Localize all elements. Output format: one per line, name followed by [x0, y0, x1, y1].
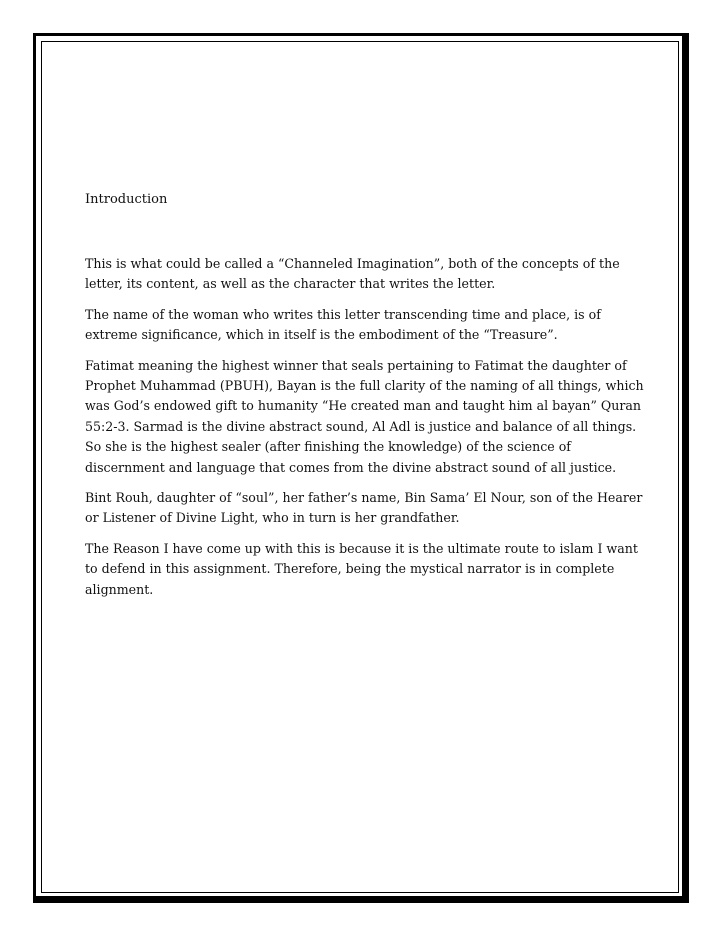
paragraph-reason: The Reason I have come up with this is because it is the ultimate route to islam I want to defend in this assignment. Therefore, being the mystical narrator is in complete alignment. — [85, 540, 638, 597]
section-heading: Introduction — [85, 192, 168, 207]
paragraph-fatimat-meaning: Fatimat meaning the highest winner that seals pertaining to Fatimat the daughter of Prophet Muhammad (PBUH), Bayan is the full clarity of the naming of all things, which was God’s endowed gift to humanity “He created man and taught him al bayan” Quran 55:2-3. Sarmad is the divine abstract sound, Al Adl is justice and balance of all things. So she is the highest sealer (after finishing the knowledge) of the science of discernment and language that comes from the divine abstract sound of all justice. — [85, 357, 644, 475]
paragraph-channeled-imagination: This is what could be called a “Channeled Imagination”, both of the concepts of the letter, its content, as well as the character that writes the letter. — [85, 256, 620, 292]
document-body — [85, 190, 645, 610]
paragraph-woman-name: The name of the woman who writes this letter transcending time and place, is of extreme significance, which in itself is the embodiment of the “Treasure”. — [85, 306, 601, 343]
paragraph-bint-rouh: Bint Rouh, daughter of “soul”, her father’s name, Bin Sama’ El Nour, son of the Hearer or Listener of Divine Light, who in turn is her grandfather. — [85, 490, 643, 526]
